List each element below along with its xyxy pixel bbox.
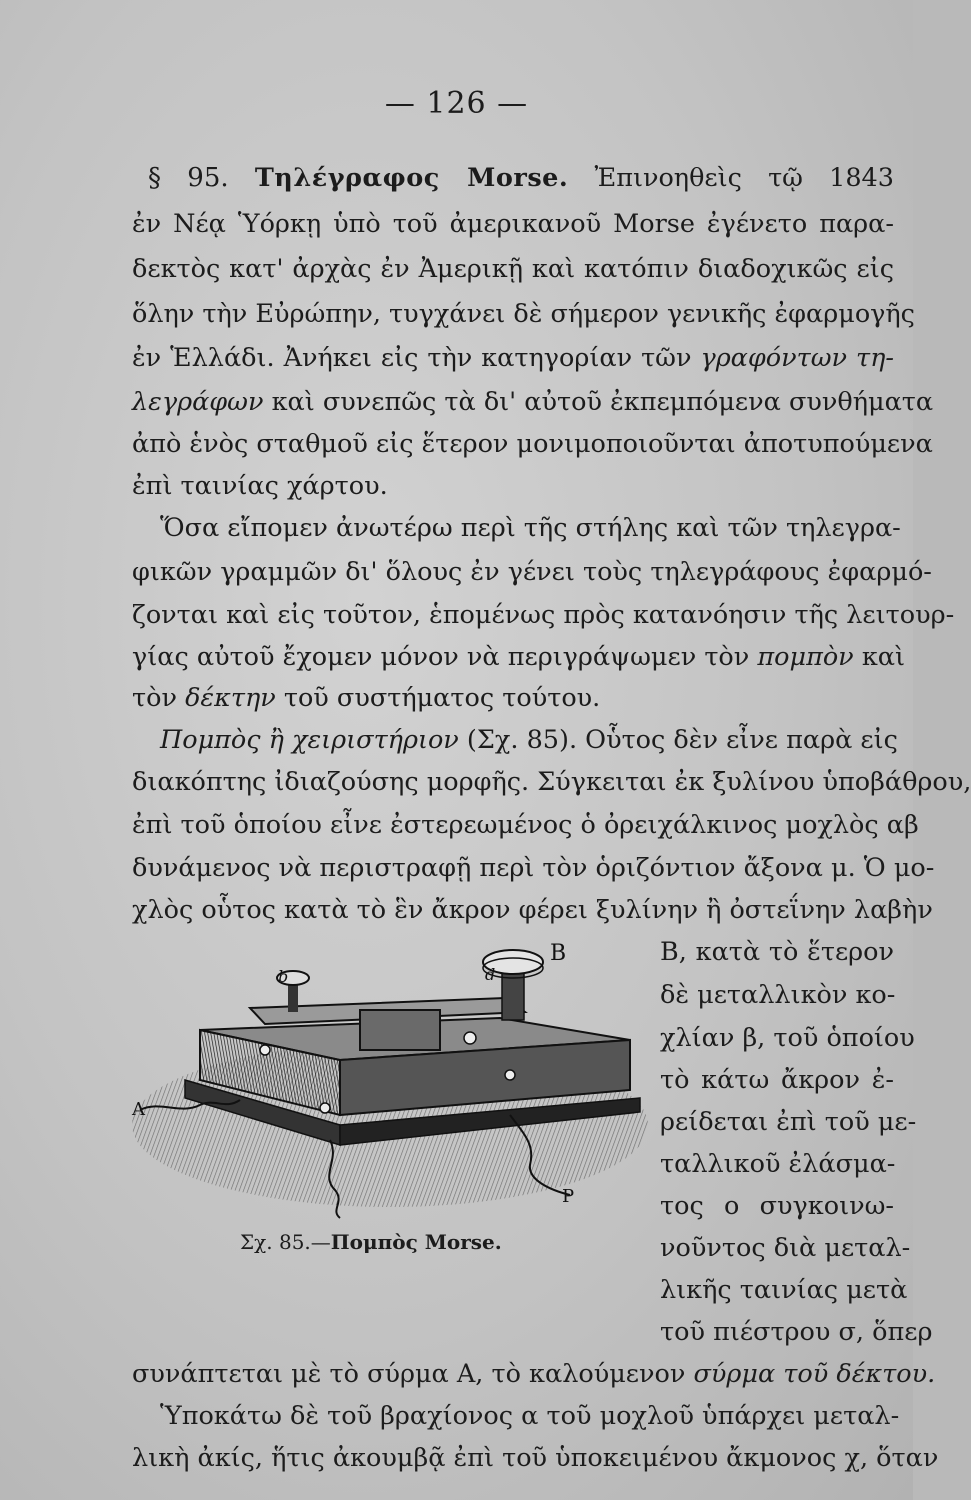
text-line: ἀπὸ ἑνὸς σταθμοῦ εἰς ἕτερον μονιμοποιοῦνται ἀποτυπούμενα xyxy=(132,429,933,459)
column-line: ταλλικοῦ ἐλάσμα- xyxy=(660,1149,896,1179)
figure-caption xyxy=(240,1230,502,1254)
text-line-mixed xyxy=(132,678,894,718)
caption-prefix: Σχ. 85.— xyxy=(240,1230,331,1254)
label-b: b xyxy=(278,967,289,986)
text-line-mixed xyxy=(132,637,905,677)
contact-screw xyxy=(464,1032,476,1044)
text-line: Ἐπινοηθεὶς τῷ 1843 xyxy=(594,163,895,193)
column-line: χλίαν β, τοῦ ὁποίου xyxy=(660,1023,915,1053)
text-line: Ὑποκάτω δὲ τοῦ βραχίονος α τοῦ μοχλοῦ ὑπάρχει μεταλ- xyxy=(160,1401,900,1431)
column-line: δὲ μεταλλικὸν κο- xyxy=(660,980,896,1010)
pivot-block xyxy=(360,1010,440,1050)
text-line: ἐπὶ τοῦ ὁποίου εἶνε ἐστερεωμένος ὁ ὀρειχάλκινος μοχλὸς αβ xyxy=(132,810,919,840)
text-line: φικῶν γραμμῶν δι' ὅλους ἐν γένει τοὺς τηλεγράφους ἐφαρμό- xyxy=(132,557,932,587)
text-line: ἐπὶ ταινίας χάρτου. xyxy=(132,471,388,501)
text-span: ἐν Ἑλλάδι. Ἀνήκει εἰς τὴν κατηγορίαν τῶν xyxy=(132,343,692,373)
label-A: A xyxy=(132,1099,145,1120)
text-span: καὶ xyxy=(861,642,905,672)
column-line: τὸ κάτω ἄκρον ἐ- xyxy=(660,1065,894,1095)
text-span: τὸν xyxy=(132,683,177,713)
text-line-mixed xyxy=(132,1354,936,1394)
page-number: — 126 — xyxy=(384,86,529,121)
italic-term: Πομπὸς ἢ χειριστήριον xyxy=(160,725,459,755)
label-d: d xyxy=(485,965,496,984)
text-line: ζονται καὶ εἰς τοῦτον, ἑπομένως πρὸς κατανόησιν τῆς λειτουρ- xyxy=(132,600,955,630)
morse-key-illustration xyxy=(130,940,650,1220)
column-line: τοῦ πιέστρου σ, ὅπερ xyxy=(660,1317,933,1347)
text-line: ὅλην τὴν Εὐρώπην, τυγχάνει δὲ σήμερον γενικῆς ἐφαρμογῆς xyxy=(132,299,915,329)
text-span: (Σχ. 85). Οὗτος δὲν εἶνε παρὰ εἰς xyxy=(466,725,898,755)
text-span: καὶ συνεπῶς τὰ δι' αὐτοῦ ἐκπεμπόμενα συνθήματα xyxy=(271,387,934,417)
column-line: Β, κατὰ τὸ ἕτερον xyxy=(660,937,894,967)
text-line-mixed xyxy=(132,338,894,378)
section-title: Τηλέγραφος Morse. xyxy=(254,163,569,193)
text-span: συνάπτεται μὲ τὸ σύρμα Α, τὸ καλούμενον xyxy=(132,1359,686,1389)
column-line: λικῆς ταινίας μετὰ xyxy=(660,1275,908,1305)
text-line: δεκτὸς κατ' ἀρχὰς ἐν Ἀμερικῇ καὶ κατόπιν διαδοχικῶς εἰς xyxy=(132,254,894,284)
text-line: διακόπτης ἰδιαζούσης μορφῆς. Σύγκειται ἐκ ξυλίνου ὑποβάθρου, xyxy=(132,767,971,797)
italic-term: δέκτην xyxy=(185,683,276,713)
caption-title: Πομπὸς Morse. xyxy=(330,1230,502,1254)
text-span: τοῦ συστήματος τούτου. xyxy=(283,683,601,713)
italic-term: πομπὸν xyxy=(757,642,854,672)
text-line-mixed xyxy=(160,720,898,760)
column-line: ρείδεται ἐπὶ τοῦ με- xyxy=(660,1107,917,1137)
text-line: δυνάμενος νὰ περιστραφῇ περὶ τὸν ὁριζόντιον ἄξονα μ. Ὁ μο- xyxy=(132,853,935,883)
text-line: ἐν Νέᾳ Ὑόρκῃ ὑπὸ τοῦ ἀμερικανοῦ Morse ἐγένετο παρα- xyxy=(132,209,894,239)
terminal-screw xyxy=(320,1103,330,1113)
text-line: Ὅσα εἴπομεν ἀνωτέρω περὶ τῆς στήλης καὶ τῶν τηλεγρα- xyxy=(160,513,901,543)
italic-term: λεγράφων xyxy=(132,387,264,417)
terminal-screw xyxy=(260,1045,270,1055)
terminal-screw xyxy=(505,1070,515,1080)
label-B: B xyxy=(550,941,567,966)
italic-term: γραφόντων τη- xyxy=(700,343,894,373)
column-line: νοῦντος διὰ μεταλ- xyxy=(660,1233,911,1263)
section-number: § 95. xyxy=(148,163,229,193)
label-P: P xyxy=(562,1186,575,1207)
text-line: χλὸς οὗτος κατὰ τὸ ἓν ἄκρον φέρει ξυλίνην ἢ ὀστεΐνην λαβὴν xyxy=(132,895,933,925)
section-heading-line xyxy=(148,158,894,198)
text-line-mixed xyxy=(132,382,934,422)
text-line: λικὴ ἀκίς, ἥτις ἀκουμβᾷ ἐπὶ τοῦ ὑποκειμένου ἄκμονος χ, ὅταν xyxy=(132,1443,939,1473)
column-line: τος ο συγκοινω- xyxy=(660,1191,894,1221)
italic-term: σύρμα τοῦ δέκτου. xyxy=(693,1359,936,1389)
text-span: γίας αὐτοῦ ἔχομεν μόνον νὰ περιγράψωμεν τὸν xyxy=(132,642,750,672)
